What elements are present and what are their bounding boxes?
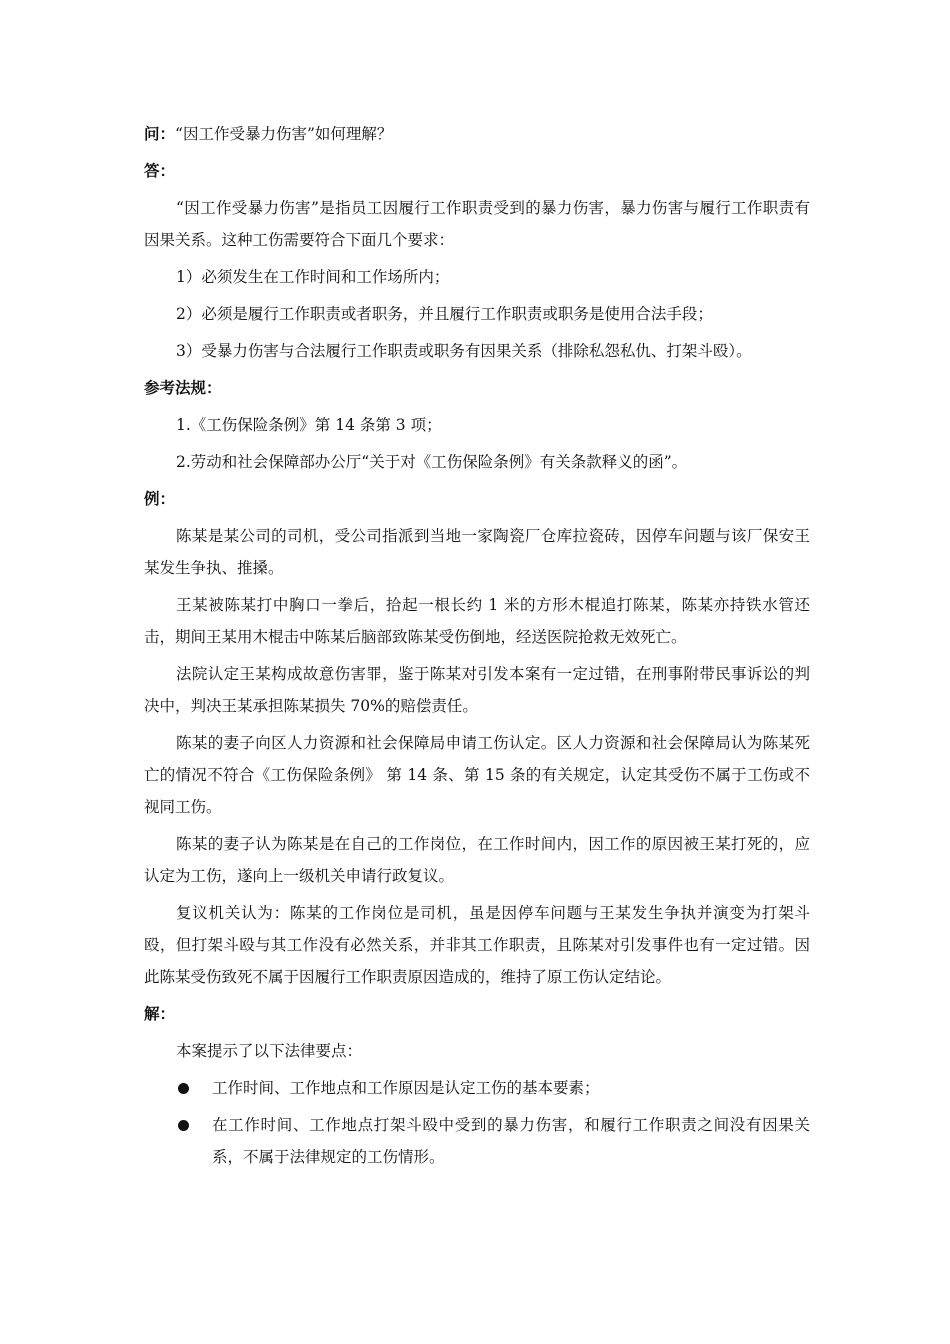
requirement-item: 2）必须是履行工作职责或者职务，并且履行工作职责或职务是使用合法手段； <box>176 305 713 323</box>
reference-item: 2.劳动和社会保障部办公厅“关于对《工伤保险条例》有关条款释义的函”。 <box>176 453 688 471</box>
requirement-item: 1）必须发生在工作时间和工作场所内； <box>176 268 450 286</box>
reference-item: 1.《工伤保险条例》第 14 条第 3 项； <box>176 416 442 434</box>
question-prefix: 问： <box>144 124 176 143</box>
question-heading <box>144 118 810 155</box>
bullet-text: 在工作时间、工作地点打架斗殴中受到的暴力伤害，和履行工作职责之间没有因果关系，不属于法律规定的工伤情形。 <box>212 1116 810 1166</box>
document-page <box>144 118 810 1178</box>
example-paragraph: 陈某是某公司的司机，受公司指派到当地一家陶瓷厂仓库拉瓷砖，因停车问题与该厂保安王某发生争执、推搡。 <box>144 527 810 577</box>
solution-heading: 解： <box>144 1004 176 1023</box>
example-paragraph: 法院认定王某构成故意伤害罪，鉴于陈某对引发本案有一定过错，在刑事附带民事诉讼的判决中，判决王某承担陈某损失 70%的赔偿责任。 <box>144 665 810 715</box>
question-text: “因工作受暴力伤害”如何理解？ <box>175 125 393 143</box>
answer-intro: “因工作受暴力伤害”是指员工因履行工作职责受到的暴力伤害，暴力伤害与履行工作职责有因果关系。这种工伤需要符合下面几个要求： <box>144 199 810 249</box>
example-heading: 例： <box>144 489 176 508</box>
example-paragraph: 陈某的妻子向区人力资源和社会保障局申请工伤认定。区人力资源和社会保障局认为陈某死亡的情况不符合《工伤保险条例》 第 14 条、第 15 条的有关规定，认定其受伤不属于工伤或不视同工伤。 <box>144 734 810 816</box>
answer-heading: 答： <box>144 161 176 180</box>
references-heading: 参考法规： <box>144 378 222 397</box>
example-paragraph: 复议机关认为：陈某的工作岗位是司机，虽是因停车问题与王某发生争执并演变为打架斗殴，但打架斗殴与其工作没有必然关系，并非其工作职责，且陈某对引发事件也有一定过错。因此陈某受伤致死不属于因履行工作职责原因造成的，维持了原工伤认定结论。 <box>144 904 810 986</box>
example-paragraph: 王某被陈某打中胸口一拳后，拾起一根长约 1 米的方形木棍追打陈某，陈某亦持铁水管还击，期间王某用木棍击中陈某后脑部致陈某受伤倒地，经送医院抢救无效死亡。 <box>144 596 810 646</box>
requirement-item: 3）受暴力伤害与合法履行工作职责或职务有因果关系（排除私怨私仇、打架斗殴）。 <box>176 342 752 360</box>
bullet-dot-icon <box>178 1120 189 1131</box>
bullet-text: 工作时间、工作地点和工作原因是认定工伤的基本要素； <box>212 1079 600 1097</box>
example-paragraph: 陈某的妻子认为陈某是在自己的工作岗位，在工作时间内，因工作的原因被王某打死的，应认定为工伤，遂向上一级机关申请行政复议。 <box>144 835 810 885</box>
bullet-dot-icon <box>178 1083 189 1094</box>
solution-intro: 本案提示了以下法律要点： <box>176 1042 363 1060</box>
solution-bullet <box>144 1109 810 1173</box>
solution-bullet <box>144 1072 810 1104</box>
